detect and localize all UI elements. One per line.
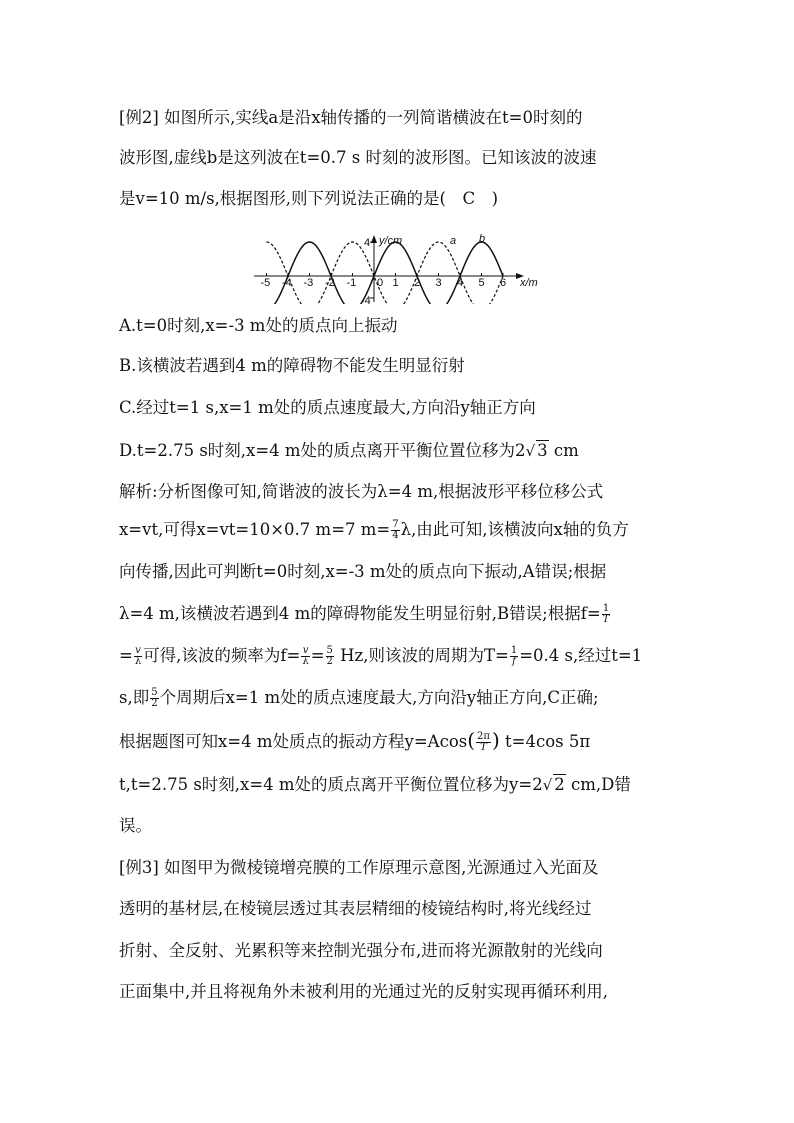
example3-line3: 折射、全反射、光累积等来控制光强分布,进而将光源散射的光线向 — [119, 941, 603, 960]
analysis-line6-start: s,即 — [119, 688, 150, 707]
analysis-line9: 误。 — [119, 816, 152, 835]
analysis-line4 — [119, 604, 611, 625]
fraction-5-2: $\frac{5}{2}$ — [326, 645, 333, 667]
analysis-line3: 向传播,因此可判断t=0时刻,x=-3 m处的质点向下振动,A错误;根据 — [119, 562, 607, 581]
analysis-line6-end: 个周期后x=1 m处的质点速度最大,方向沿y轴正方向,C正确; — [159, 688, 599, 707]
option-a: A.t=0时刻,x=-3 m处的质点向上振动 — [119, 316, 398, 335]
x-tick-label: 2 — [414, 277, 421, 289]
option-c: C.经过t=1 s,x=1 m处的质点速度最大,方向沿y轴正方向 — [119, 398, 536, 417]
fraction-v-lambda-2: $\frac{v}{\lambda}$ — [302, 645, 309, 667]
x-tick-label: 4 — [457, 277, 464, 289]
analysis-line5-mid: 可得,该波的频率为f= — [143, 646, 301, 665]
fraction-1-f: $\frac{1}{f}$ — [510, 645, 518, 667]
x-axis-label: x/m — [520, 277, 538, 289]
sqrt-sign: √ — [525, 442, 536, 460]
wave-figure — [252, 232, 542, 304]
analysis-line5: = $\frac{v}{\lambda}$ 可得,该波的频率为f= $\frac{v}{\lambda}$ = $\frac{5}{2}$ Hz,则该波的周期为T= $\frac{1}{f}$ =0.4 s,经过t=1 — [119, 645, 643, 667]
x-tick-label: -1 — [346, 277, 357, 289]
x-tick-label-0: 0 — [377, 277, 384, 289]
x-tick-label: -5 — [260, 277, 271, 289]
analysis-line8-end: cm,D错 — [565, 775, 631, 794]
analysis-line1: 解析:分析图像可知,简谐波的波长为λ=4 m,根据波形平移位移公式 — [119, 482, 604, 501]
x-tick-label: -2 — [325, 277, 335, 289]
example2-line2: 波形图,虚线b是这列波在t=0.7 s 时刻的波形图。已知该波的波速 — [119, 148, 597, 167]
analysis-line6 — [119, 688, 599, 709]
example3-line4: 正面集中,并且将视角外未被利用的光通过光的反射实现再循环利用, — [119, 982, 608, 1001]
example3-line2: 透明的基材层,在棱镜层透过其表层精细的棱镜结构时,将光线经过 — [119, 899, 592, 918]
option-d-text: D.t=2.75 s时刻,x=4 m处的质点离开平衡位置位移为2 — [119, 441, 526, 460]
analysis-line2 — [119, 520, 629, 541]
fraction-v-lambda-1: $\frac{v}{\lambda}$ — [134, 645, 142, 667]
x-tick-label: 5 — [478, 277, 485, 289]
example2-line1: [例2] 如图所示,实线a是沿x轴传播的一列简谐横波在t=0时刻的 — [119, 108, 583, 127]
analysis-line5-end: =0.4 s,经过t=1 — [519, 646, 643, 665]
option-b: B.该横波若遇到4 m的障碍物不能发生明显衍射 — [119, 356, 465, 375]
option-d — [119, 440, 579, 461]
analysis-line2-start: x=vt,可得x=vt=10×0.7 m=7 m= — [119, 520, 391, 539]
fraction-2pi-T: $\frac{2\pi}{T}$ — [477, 731, 490, 753]
x-tick-label: -4 — [282, 277, 292, 289]
wave-a-curve — [267, 242, 507, 304]
sqrt-sign-2: √ — [542, 776, 553, 794]
wave-b-label: b — [479, 233, 486, 245]
x-tick-label: -3 — [303, 277, 314, 289]
analysis-line8-start: t,t=2.75 s时刻,x=4 m处的质点离开平衡位置位移为y=2 — [119, 775, 543, 794]
example3-line1: [例3] 如图甲为微棱镜增亮膜的工作原理示意图,光源通过入光面及 — [119, 858, 599, 877]
analysis-line7: 根据题图可知x=4 m处质点的振动方程y=Acos( $\frac{2\pi}{T}$ ) t=4cos 5π — [119, 728, 591, 753]
y-bottom-label: -4 — [361, 295, 371, 304]
analysis-line7-start: 根据题图可知x=4 m处质点的振动方程y=Acos — [119, 732, 468, 751]
analysis-line5-mid2: Hz,则该波的周期为T= — [334, 646, 509, 665]
fraction-7-4: $\frac{7}{4}$ — [392, 519, 399, 541]
analysis-line8 — [119, 774, 631, 795]
wave-a-label: a — [450, 235, 457, 247]
analysis-line8-radicand: 2 — [554, 775, 565, 794]
analysis-line7-end: t=4cos 5π — [505, 732, 591, 751]
y-top-label: 4 — [364, 237, 371, 249]
x-tick-label: 3 — [435, 277, 442, 289]
x-tick-label: 1 — [392, 277, 399, 289]
option-d-unit: cm — [548, 441, 579, 460]
y-axis-label: y/cm — [379, 235, 403, 247]
example2-line3: 是v=10 m/s,根据图形,则下列说法正确的是( C ) — [119, 189, 499, 208]
x-tick-label: 6 — [500, 277, 507, 289]
fraction-5-2-b: $\frac{5}{2}$ — [151, 687, 158, 709]
analysis-line4-start: λ=4 m,该横波若遇到4 m的障碍物能发生明显衍射,B错误;根据f= — [119, 604, 601, 623]
fraction-1-T: $\frac{1}{T}$ — [602, 603, 610, 625]
analysis-line2-end: λ,由此可知,该横波向x轴的负方 — [400, 520, 629, 539]
option-d-radicand: 3 — [537, 441, 548, 460]
